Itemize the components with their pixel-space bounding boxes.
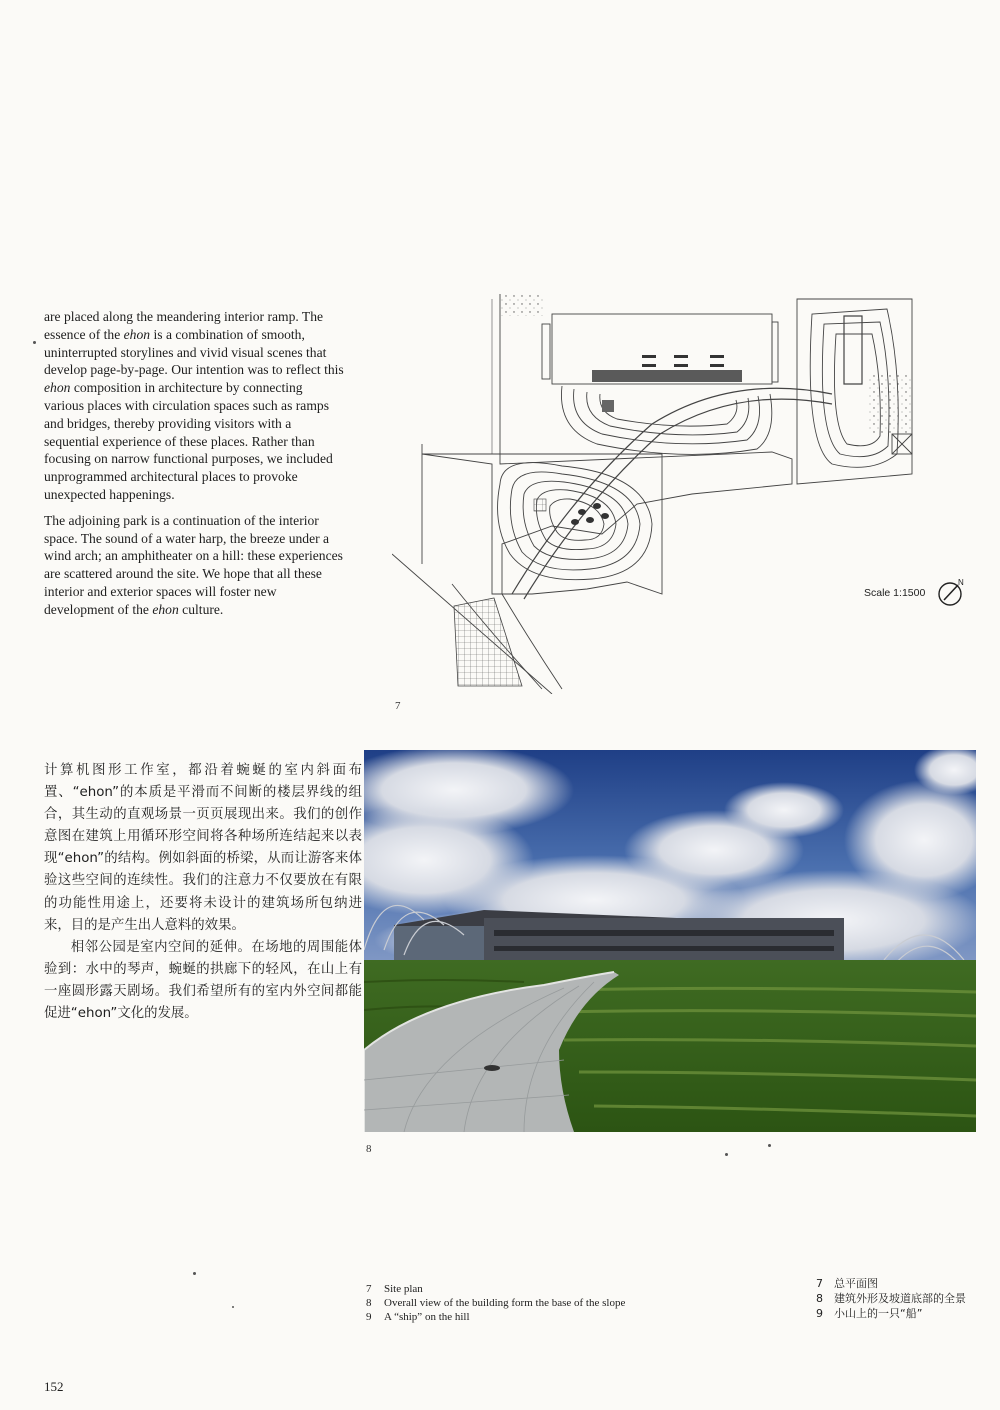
chinese-body-text <box>44 760 362 1025</box>
chinese-paragraph-1: 计算机图形工作室，都沿着蜿蜒的室内斜面布置、“ehon”的本质是平滑而不间断的楼层界线的组合，其生动的直观场景一页页展现出来。我们的创作意图在建筑上用循环形空间将各种场所连结起来以表现“ehon”的结构。例如斜面的桥梁，从而让游客来体验这些空间的连续性。我们的注意力不仅要放在有限的功能性用途上，还要将未设计的建筑场所包纳进来，目的是产生出人意料的效果。 <box>44 763 362 933</box>
caption-row: 7 总平面图 <box>816 1277 878 1290</box>
chinese-paragraph-2: 相邻公园是室内空间的延伸。在场地的周围能体验到：水中的琴声，蜿蜒的拱廊下的轻风，在山上有一座圆形露天剧场。我们希望所有的室内外空间都能促进“ehon”文化的发展。 <box>44 939 362 1022</box>
north-arrow-icon <box>936 577 966 607</box>
caption-row: 7 Site plan <box>366 1283 423 1295</box>
print-speck <box>33 341 36 344</box>
figure-8-number: 8 <box>366 1143 372 1155</box>
figure-7-number: 7 <box>395 700 401 712</box>
english-captions <box>366 1282 636 1324</box>
print-speck <box>232 1306 234 1308</box>
caption-row: 9 小山上的一只“船” <box>816 1307 923 1320</box>
print-speck <box>193 1272 196 1275</box>
print-speck <box>725 1153 728 1156</box>
building-photograph <box>364 750 976 1132</box>
caption-row: 8 Overall view of the building form the base of the slope <box>366 1297 626 1309</box>
caption-row: 8 建筑外形及坡道底部的全景 <box>816 1292 966 1305</box>
english-paragraph-1: are placed along the meandering interior ramp. The essence of the ehon is a combination of smooth, uninterrupted storylines and vivid visual scenes that develop page-by-page. Our intention was to reflect this ehon composition in architecture by connecting various places with circulation spaces such as ramps and bridges, thereby providing visitors with a sequential experience of these places. Rather than focusing on narrow functional purposes, we included unprogrammed architectural places to provoke unexpected happenings. <box>44 309 344 502</box>
scale-label: Scale 1:1500 <box>864 587 926 599</box>
chinese-captions <box>816 1276 996 1321</box>
caption-row: 9 A “ship” on the hill <box>366 1311 470 1323</box>
print-speck <box>768 1144 771 1147</box>
site-plan-drawing <box>392 294 1000 694</box>
compass-letter: N <box>958 578 964 587</box>
page-number: 152 <box>44 1379 64 1394</box>
english-body-text <box>44 308 344 627</box>
english-paragraph-2: The adjoining park is a continuation of the interior space. The sound of a water harp, the breeze under a wind arch; an amphitheater on a hill: these experiences are scattered around the site. We hope that all these interior and exterior spaces will foster new development of the ehon culture. <box>44 512 343 617</box>
